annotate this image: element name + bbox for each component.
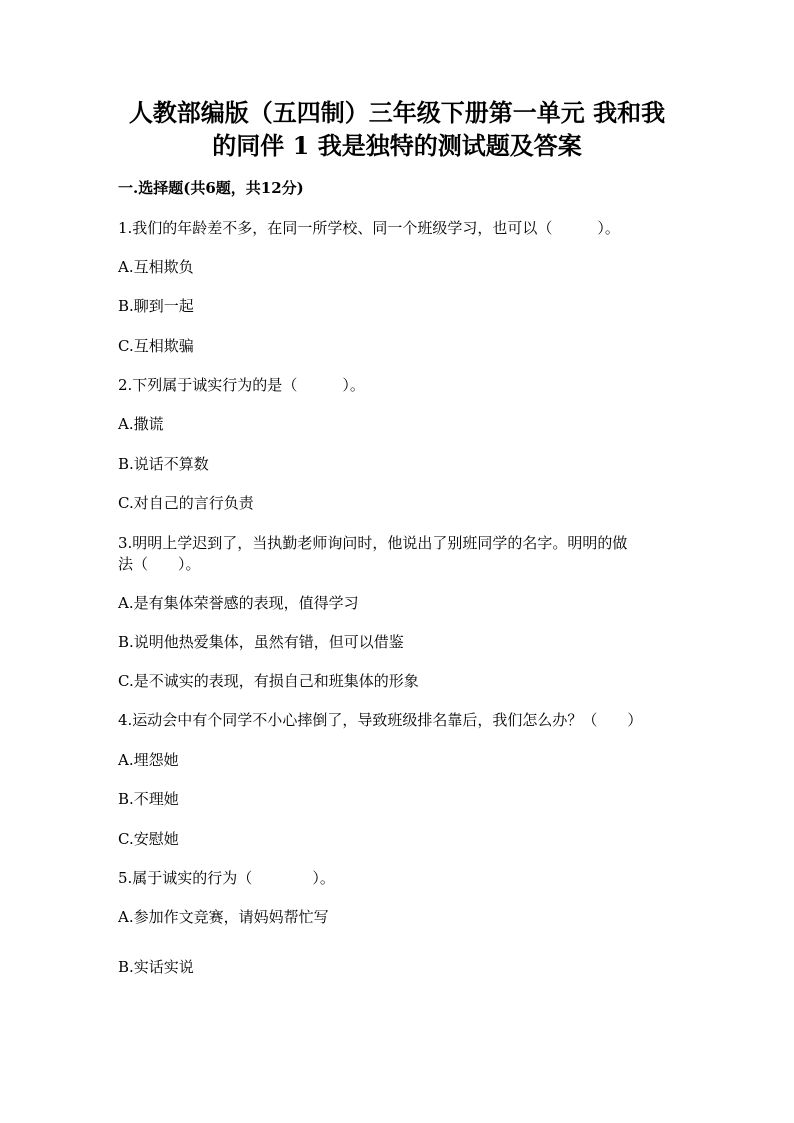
document-title-line-1: 人教部编版（五四制）三年级下册第一单元 我和我 [128, 98, 666, 127]
question-5-option-b: B.实话实说 [118, 958, 194, 976]
question-2-stem: 2.下列属于诚实行为的是（ ）。 [118, 376, 365, 394]
question-3-stem-line-1: 3.明明上学迟到了，当执勤老师询问时，他说出了别班同学的名字。明明的做 [118, 534, 628, 552]
question-2-option-a: A.撒谎 [118, 415, 164, 433]
question-1-option-b: B.聊到一起 [118, 297, 194, 315]
question-1-option-a: A.互相欺负 [118, 258, 194, 276]
question-5-option-a: A.参加作文竞赛，请妈妈帮忙写 [118, 908, 329, 926]
question-2-option-c: C.对自己的言行负责 [118, 494, 254, 512]
question-4-option-a: A.埋怨她 [118, 751, 179, 769]
question-4-option-b: B.不理她 [118, 790, 179, 808]
question-5-stem: 5.属于诚实的行为（ ）。 [118, 869, 335, 887]
question-3-option-a: A.是有集体荣誉感的表现，值得学习 [118, 594, 359, 612]
question-3-stem-line-2: 法（ ）。 [118, 555, 201, 573]
question-4-stem: 4.运动会中有个同学不小心摔倒了，导致班级排名靠后，我们怎么办？（ ） [118, 711, 643, 729]
question-3-option-c: C.是不诚实的表现，有损自己和班集体的形象 [118, 672, 419, 690]
question-3-option-b: B.说明他热爱集体，虽然有错，但可以借鉴 [118, 633, 404, 651]
section-heading: 一.选择题(共6题，共12分) [118, 179, 304, 197]
question-2-option-b: B.说话不算数 [118, 455, 209, 473]
question-1-option-c: C.互相欺骗 [118, 337, 194, 355]
question-4-option-c: C.安慰她 [118, 830, 179, 848]
document-title-line-2: 的同伴 1 我是独特的测试题及答案 [212, 131, 582, 160]
question-1-stem: 1.我们的年龄差不多，在同一所学校、同一个班级学习，也可以（ ）。 [118, 219, 620, 237]
